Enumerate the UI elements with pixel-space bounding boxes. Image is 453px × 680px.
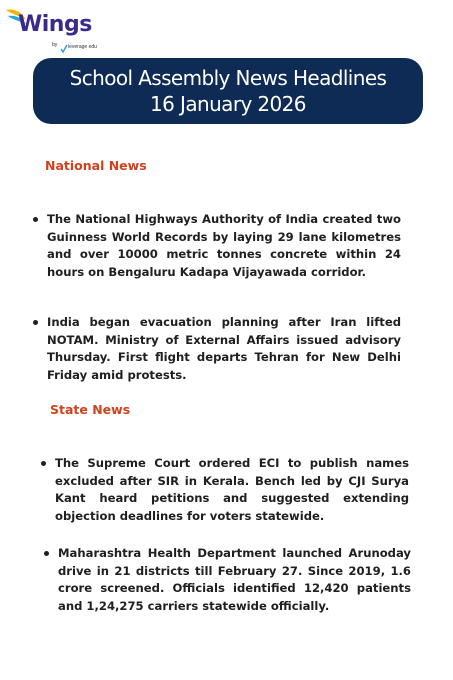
check-icon	[60, 44, 68, 54]
state-news-heading: State News	[50, 402, 131, 417]
list-item	[41, 455, 409, 525]
bullet-icon	[44, 551, 49, 556]
news-item-text: The National Highways Authority of India created two Guinness World Records by laying 29 lane kilometres and over 10000 metric tonnes concrete within 24 hours on Bengaluru Kadapa Vijayawada corridor.	[47, 212, 401, 279]
logo-wordmark: Wings	[18, 12, 92, 37]
logo-tagline: leverage edu	[68, 44, 97, 50]
national-news-heading: National News	[45, 158, 147, 173]
list-item	[33, 211, 401, 281]
news-item-text: India began evacuation planning after Iran lifted NOTAM. Ministry of External Affairs issued advisory Thursday. First flight departs Tehran for New Delhi Friday amid protests.	[47, 315, 401, 382]
title-banner	[33, 58, 423, 124]
news-item-text: Maharashtra Health Department launched Arunoday drive in 21 districts till February 27. Since 2019, 1.6 crore screened. Officials identified 12,420 patients and 1,24,275 carriers statewide officially.	[58, 546, 411, 613]
wings-logo	[4, 6, 114, 56]
bullet-icon	[33, 217, 38, 222]
logo-by-text: by	[52, 42, 58, 48]
bullet-icon	[33, 320, 38, 325]
page-title: School Assembly News Headlines	[69, 66, 387, 90]
bullet-icon	[41, 461, 46, 466]
list-item	[33, 314, 401, 384]
list-item	[44, 545, 411, 615]
page-date: 16 January 2026	[150, 92, 306, 116]
news-item-text: The Supreme Court ordered ECI to publish names excluded after SIR in Kerala. Bench led by CJI Surya Kant heard petitions and suggested extending objection deadlines for voters statewide.	[55, 456, 409, 523]
